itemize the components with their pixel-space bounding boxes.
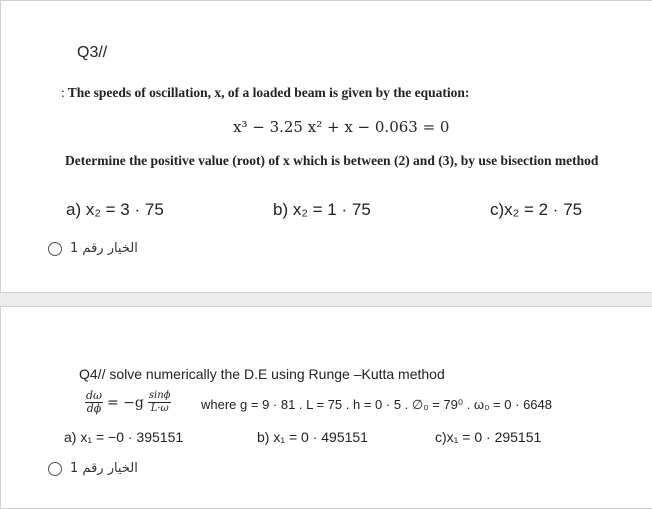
ode-rhs-fraction (148, 390, 172, 415)
intro-prefix: : (61, 85, 65, 100)
q4-option-b: b) x₁ = 0 · 495151 (257, 429, 368, 445)
question-4-ode (85, 390, 171, 415)
intro-text: The speeds of oscillation, x, of a loaded beam is given by the equation: (67, 85, 470, 100)
answer-choice-1[interactable] (48, 461, 138, 476)
question-4-params: where g = 9 · 81 . L = 75 . h = 0 · 5 . ∅₀ = 79⁰ . ω₀ = 0 · 6648 (201, 397, 552, 412)
radio-button[interactable] (48, 242, 62, 256)
question-4-title: Q4// solve numerically the D.E using Runge –Kutta method (79, 366, 445, 382)
choice-label: الخيار رقم 1 (70, 241, 138, 256)
q4-option-c: c)x₁ = 0 · 295151 (435, 429, 542, 445)
option-c: c)x₂ = 2 · 75 (490, 200, 583, 219)
question-3-title: Q3// (77, 44, 108, 61)
answer-choice-1[interactable] (48, 241, 138, 256)
ode-lhs-fraction (85, 390, 103, 415)
question-3-instruction: Determine the positive value (root) of x which is between (2) and (3), by use bisection method (65, 153, 599, 168)
radio-button[interactable] (48, 462, 62, 476)
ode-equals: = −g (107, 394, 144, 411)
question-4-card (0, 306, 652, 509)
ode-rhs-denominator: L·ω (150, 403, 169, 414)
ode-lhs-denominator: dϕ (86, 402, 102, 415)
ode-rhs-numerator: sinϕ (148, 390, 171, 401)
choice-label: الخيار رقم 1 (70, 461, 138, 476)
question-3-equation: x³ − 3.25 x² + x − 0.063 = 0 (233, 118, 450, 136)
ode-lhs-numerator: dω (86, 389, 103, 402)
option-b: b) x₂ = 1 · 75 (273, 200, 371, 219)
option-a: a) x₂ = 3 · 75 (66, 200, 164, 219)
question-3-intro (61, 85, 469, 101)
q4-option-a: a) x₁ = −0 · 395151 (64, 429, 184, 445)
